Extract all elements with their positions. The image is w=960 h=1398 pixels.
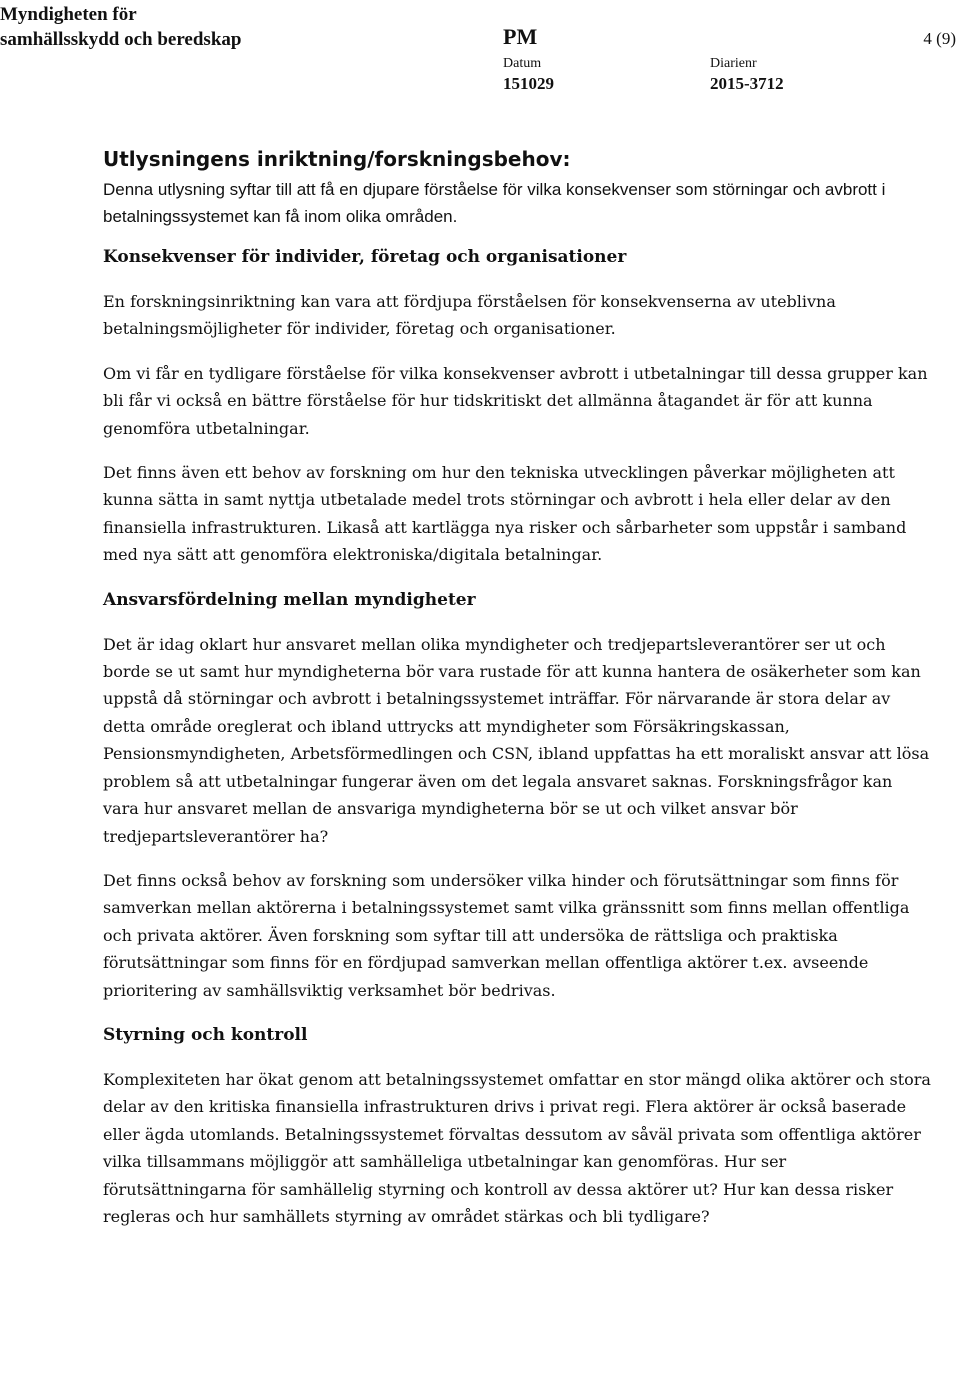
- paragraph: Om vi får en tydligare förståelse för vilka konsekvenser avbrott i utbetalningar till dessa grupper kan bli får vi också en bättre förståelse för hur tidskritiskt det allmänna åtagandet är för att kunna genomföra utbetalningar.: [103, 363, 928, 438]
- paragraph: Det är idag oklart hur ansvaret mellan olika myndigheter och tredjepartsleverantörer ser ut och borde se ut samt hur myndigheterna bör vara rustade för att kunna hantera de osäkerheter som kan uppstå då störningar och avbrott i betalningssystemet inträffar. För närvarande är stora delar av detta område oreglerat och ibland uttrycks att myndigheter som Försäkringskassan, Pensionsmyndigheten, Arbetsförmedlingen och CSN, ibland uppfattas ha ett moraliskt ansvar att lösa problem så att utbetalningar fungerar även om det legala ansvaret saknas. Forskningsfrågor kan vara hur ansvaret mellan de ansvariga myndigheterna bör se ut och vilket ansvar bör tredjepartsleverantörer ha?: [103, 634, 930, 846]
- section-consequences: [103, 244, 933, 569]
- paragraph: Det finns också behov av forskning som undersöker vilka hinder och förutsättningar som finns för samverkan mellan aktörerna i betalningssystemet samt vilka gränssnitt som finns mellan offentliga och privata aktörer. Även forskning som syftar till att undersöka de rättsliga och praktiska förutsättningar som finns för en fördjupad samverkan mellan offentliga aktörer t.ex. avseende prioritering av samhällsviktig verksamhet bör bedrivas.: [103, 870, 910, 1000]
- intro-paragraph: Denna utlysning syftar till att få en djupare förståelse för vilka konsekvenser som störningar och avbrott i betalningssystemet kan få inom olika områden.: [103, 180, 886, 226]
- document-body: [103, 146, 933, 1230]
- registration-number-value: 2015-3712: [710, 74, 784, 93]
- page-title: Utlysningens inriktning/forskningsbehov:: [103, 147, 571, 171]
- date-value: 151029: [503, 74, 554, 93]
- organization-name: [0, 2, 241, 52]
- organization-name-line1: Myndigheten för: [0, 4, 137, 25]
- page-header: [0, 0, 960, 100]
- section-heading: Styrning och kontroll: [103, 1024, 308, 1045]
- section-heading: Konsekvenser för individer, företag och organisationer: [103, 247, 627, 267]
- date-label: Datum: [503, 56, 542, 71]
- organization-name-line2: samhällsskydd och beredskap: [0, 29, 242, 50]
- section-responsibility: [103, 587, 933, 1004]
- document-type: PM: [503, 24, 538, 49]
- section-heading: Ansvarsfördelning mellan myndigheter: [103, 589, 476, 610]
- section-governance: [103, 1022, 933, 1230]
- paragraph: Det finns även ett behov av forskning om hur den tekniska utvecklingen påverkar möjligheten att kunna sätta in samt nyttja utbetalade medel trots störningar och avbrott i hela eller delar av den finansiella infrastrukturen. Likaså att kartlägga nya risker och sårbarheter som uppstår i samband med nya sätt att genomföra elektroniska/digitala betalningar.: [103, 463, 907, 565]
- page-number: 4 (9): [923, 29, 956, 48]
- registration-number-label: Diarienr: [710, 56, 757, 71]
- paragraph: En forskningsinriktning kan vara att fördjupa förståelsen för konsekvenserna av uteblivna betalningsmöjligheter för individer, företag och organisationer.: [103, 292, 836, 339]
- paragraph: Komplexiteten har ökat genom att betalningssystemet omfattar en stor mängd olika aktörer och stora delar av den kritiska finansiella infrastrukturen drivs i privat regi. Flera aktörer är också baserade eller ägda utomlands. Betalningssystemet förvaltas dessutom av såväl privata som offentliga aktörer vilka tillsammans möjliggör att samhälleliga utbetalningar kan genomföras. Hur ser förutsättningarna för samhällelig styrning och kontroll av dessa aktörer ut? Hur kan dessa risker regleras och hur samhällets styrning av området stärkas och bli tydligare?: [103, 1069, 931, 1226]
